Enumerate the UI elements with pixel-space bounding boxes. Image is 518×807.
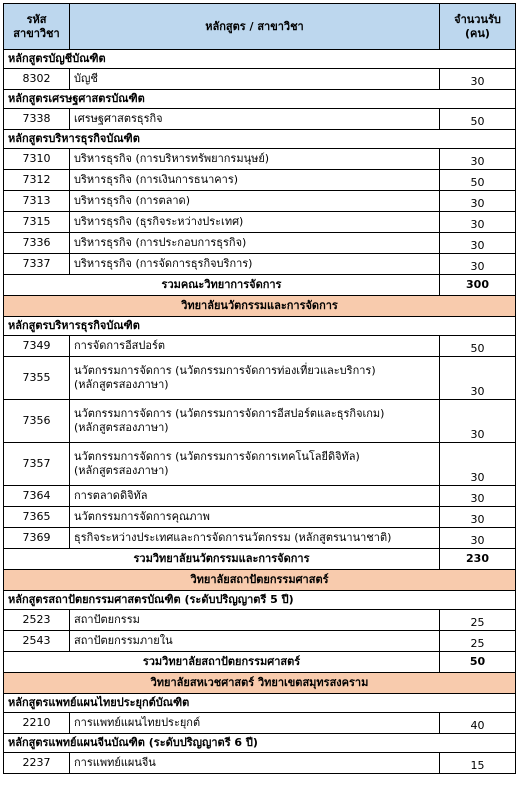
program-name-cell [70,357,440,400]
program-capacity: 50 [440,109,516,130]
table-row [4,486,516,507]
program-code: 7315 [4,212,70,233]
program-name-cell [70,69,440,90]
program-capacity: 30 [440,254,516,275]
total-label: รวมวิทยาลัยนวัตกรรมและการจัดการ [4,549,440,570]
program-group-row [4,694,516,713]
total-value: 50 [440,652,516,673]
program-name-note: (หลักสูตรสองภาษา) [74,464,169,477]
program-name-cell [70,631,440,652]
program-name: นวัตกรรมการจัดการ (นวัตกรรมการจัดการเทคโนโลยีดิจิทัล) [74,450,360,463]
program-group-row [4,50,516,69]
program-capacity: 25 [440,631,516,652]
table-row [4,443,516,486]
total-row [4,549,516,570]
program-code: 7365 [4,507,70,528]
program-name-cell [70,528,440,549]
program-code: 7312 [4,170,70,191]
program-name: บริหารธุรกิจ (การตลาด) [74,194,190,207]
college-title: วิทยาลัยสถาปัตยกรรมศาสตร์ [4,570,516,591]
program-capacity: 40 [440,713,516,734]
table-row [4,400,516,443]
program-capacity: 15 [440,753,516,774]
program-name-cell [70,713,440,734]
college-header-row [4,673,516,694]
header-code [4,4,70,50]
program-name-cell [70,170,440,191]
admission-capacity-table [3,3,516,774]
program-name: เศรษฐศาสตรธุรกิจ [74,112,163,125]
program-name-cell [70,753,440,774]
header-program [70,4,440,50]
program-group-row [4,317,516,336]
program-name-cell [70,149,440,170]
program-code: 7357 [4,443,70,486]
program-name-cell [70,507,440,528]
college-title: วิทยาลัยสหเวชศาสตร์ วิทยาเขตสมุทรสงคราม [4,673,516,694]
program-capacity: 30 [440,233,516,254]
table-row [4,254,516,275]
program-code: 7313 [4,191,70,212]
program-name-note: (หลักสูตรสองภาษา) [74,421,169,434]
program-name-note: (หลักสูตรสองภาษา) [74,378,169,391]
program-name-cell [70,254,440,275]
program-name: การจัดการอีสปอร์ต [74,339,166,352]
program-group-title: หลักสูตรบริหารธุรกิจบัณฑิต [4,317,516,336]
program-capacity: 30 [440,149,516,170]
college-header-row [4,296,516,317]
program-capacity: 30 [440,443,516,486]
program-name-cell [70,336,440,357]
program-name: การแพทย์แผนไทยประยุกต์ [74,716,201,729]
program-name-cell [70,212,440,233]
table-row [4,753,516,774]
program-name-cell [70,109,440,130]
table-row [4,357,516,400]
total-label: รวมคณะวิทยาการจัดการ [4,275,440,296]
college-header-row [4,570,516,591]
program-code: 7336 [4,233,70,254]
table-row [4,170,516,191]
program-name: นวัตกรรมการจัดการ (นวัตกรรมการจัดการอีสปอร์ตและธุรกิจเกม) [74,407,385,420]
program-capacity: 50 [440,336,516,357]
program-code: 2210 [4,713,70,734]
college-title: วิทยาลัยนวัตกรรมและการจัดการ [4,296,516,317]
program-name: นวัตกรรมการจัดการคุณภาพ [74,510,210,523]
program-group-title: หลักสูตรแพทย์แผนไทยประยุกต์บัณฑิต [4,694,516,713]
table-row [4,631,516,652]
header-capacity-label: จำนวนรับ (คน) [454,12,501,40]
program-name: บัญชี [74,72,98,85]
program-code: 7310 [4,149,70,170]
program-name: บริหารธุรกิจ (ธุรกิจระหว่างประเทศ) [74,215,244,228]
program-code: 7349 [4,336,70,357]
table-row [4,507,516,528]
program-name: บริหารธุรกิจ (การประกอบการธุรกิจ) [74,236,247,249]
program-name-cell [70,443,440,486]
program-code: 7369 [4,528,70,549]
table-row [4,149,516,170]
table-row [4,109,516,130]
program-code: 2543 [4,631,70,652]
program-name: สถาปัตยกรรม [74,613,140,626]
program-capacity: 30 [440,400,516,443]
program-name-cell [70,233,440,254]
program-code: 7338 [4,109,70,130]
program-name-cell [70,610,440,631]
table-body [4,50,516,774]
table-row [4,233,516,254]
program-code: 7355 [4,357,70,400]
total-label: รวมวิทยาลัยสถาปัตยกรรมศาสตร์ [4,652,440,673]
program-group-title: หลักสูตรแพทย์แผนจีนบัณฑิต (ระดับปริญญาตรี 6 ปี) [4,734,516,753]
program-group-title: หลักสูตรบริหารธุรกิจบัณฑิต [4,130,516,149]
program-name-cell [70,191,440,212]
program-name: การแพทย์แผนจีน [74,756,156,769]
table-row [4,528,516,549]
program-name: ธุรกิจระหว่างประเทศและการจัดการนวัตกรรม (หลักสูตรนานาชาติ) [74,531,392,544]
program-group-title: หลักสูตรเศรษฐศาสตรบัณฑิต [4,90,516,109]
table-row [4,610,516,631]
program-capacity: 30 [440,486,516,507]
program-group-title: หลักสูตรสถาปัตยกรรมศาสตรบัณฑิต (ระดับปริญญาตรี 5 ปี) [4,591,516,610]
program-code: 7337 [4,254,70,275]
program-code: 7356 [4,400,70,443]
table-row [4,212,516,233]
program-name-cell [70,400,440,443]
program-capacity: 30 [440,528,516,549]
program-capacity: 30 [440,357,516,400]
table-header-row [4,4,516,50]
header-program-label: หลักสูตร / สาขาวิชา [205,19,304,33]
table-row [4,191,516,212]
program-code: 8302 [4,69,70,90]
program-group-row [4,591,516,610]
program-name: นวัตกรรมการจัดการ (นวัตกรรมการจัดการท่องเที่ยวและบริการ) [74,364,376,377]
program-code: 7364 [4,486,70,507]
total-value: 300 [440,275,516,296]
total-row [4,275,516,296]
total-row [4,652,516,673]
table-row [4,69,516,90]
table-row [4,336,516,357]
program-name: บริหารธุรกิจ (การจัดการธุรกิจบริการ) [74,257,253,270]
header-code-label: รหัส สาขาวิชา [13,12,60,40]
program-capacity: 30 [440,212,516,233]
program-group-row [4,90,516,109]
total-value: 230 [440,549,516,570]
program-capacity: 30 [440,191,516,212]
program-name: การตลาดดิจิทัล [74,489,148,502]
program-capacity: 25 [440,610,516,631]
program-name: บริหารธุรกิจ (การบริหารทรัพยากรมนุษย์) [74,152,270,165]
program-name: บริหารธุรกิจ (การเงินการธนาคาร) [74,173,239,186]
program-group-row [4,130,516,149]
header-capacity [440,4,516,50]
program-capacity: 30 [440,69,516,90]
program-name: สถาปัตยกรรมภายใน [74,634,173,647]
program-group-title: หลักสูตรบัญชีบัณฑิต [4,50,516,69]
table-row [4,713,516,734]
program-capacity: 30 [440,507,516,528]
program-name-cell [70,486,440,507]
program-group-row [4,734,516,753]
program-code: 2237 [4,753,70,774]
program-code: 2523 [4,610,70,631]
program-capacity: 50 [440,170,516,191]
